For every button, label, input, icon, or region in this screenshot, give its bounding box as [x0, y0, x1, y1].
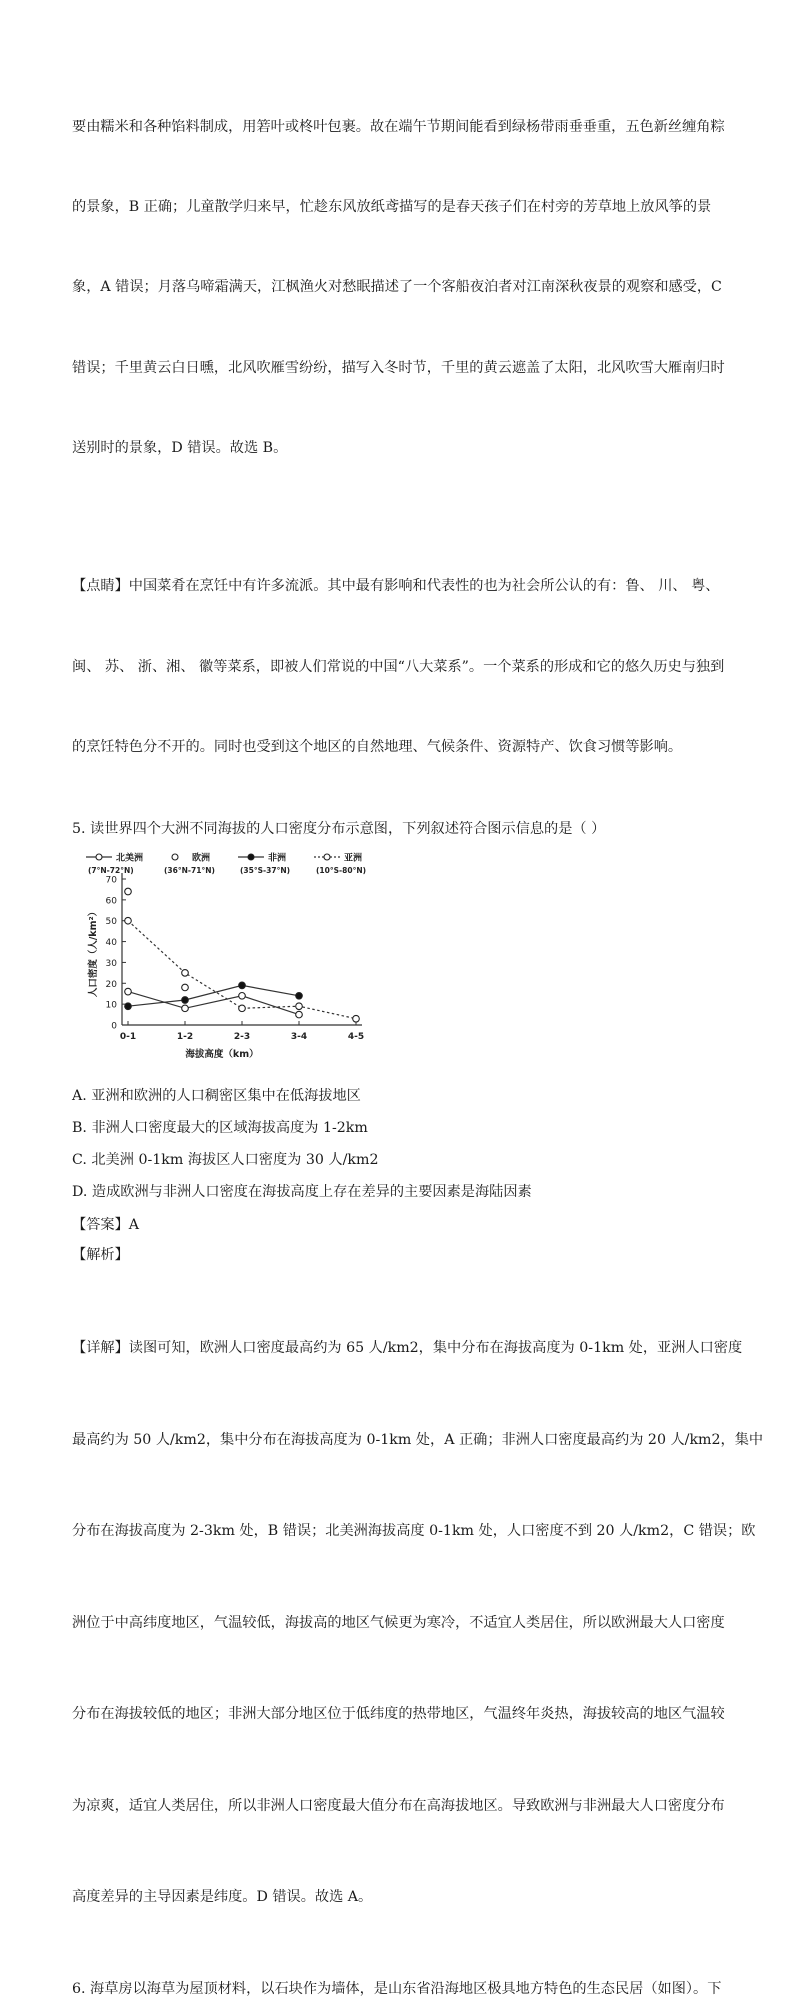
text-line: 的烹饪特色分不开的。同时也受到这个地区的自然地理、气候条件、资源特产、饮食习惯等影响。	[72, 738, 683, 755]
series-line-亚洲	[128, 921, 356, 1019]
q5-stem: 5. 读世界四个大洲不同海拔的人口密度分布示意图，下列叙述符合图示信息的是（ ）	[72, 821, 606, 838]
option-d: D. 造成欧洲与非洲人口密度在海拔高度上存在差异的主要因素是海陆因素	[72, 1184, 532, 1201]
y-tick-label: 50	[105, 917, 117, 928]
text-line: 要由糯米和各种馅料制成，用箬叶或柊叶包裹。故在端午节期间能看到绿杨带雨垂垂重，五色新丝缠角粽	[72, 118, 725, 135]
analysis-label: 【解析】	[72, 1247, 129, 1264]
legend-marker	[172, 854, 178, 860]
data-point-北美洲	[125, 988, 132, 995]
y-tick-label: 40	[105, 938, 117, 949]
data-point-非洲	[182, 997, 189, 1004]
text-line: 高度差异的主导因素是纬度。D 错误。故选 A。	[72, 1889, 373, 1906]
population-density-chart	[72, 847, 402, 1072]
legend-label: 非洲	[268, 853, 287, 864]
q4-tip	[72, 520, 725, 815]
q5-detail	[72, 1272, 764, 1974]
legend-marker	[96, 854, 102, 860]
q6-stem: 6. 海草房以海草为屋顶材料，以石块作为墙体，是山东省沿海地区极具地方特色的生态民居（如图）。下	[72, 1980, 722, 1997]
data-point-亚洲	[353, 1016, 360, 1023]
y-tick-label: 70	[105, 875, 117, 886]
data-point-非洲	[239, 982, 246, 989]
text-line: 【详解】读图可知，欧洲人口密度最高约为 65 人/km2，集中分布在海拔高度为 0-1km 处，亚洲人口密度	[72, 1340, 743, 1357]
option-b: B. 非洲人口密度最大的区域海拔高度为 1-2km	[72, 1120, 368, 1137]
series-line-非洲	[128, 986, 299, 1007]
legend-marker	[324, 854, 330, 860]
text-line: 最高约为 50 人/km2，集中分布在海拔高度为 0-1km 处，A 正确；非洲人口密度最高约为 20 人/km2，集中	[72, 1431, 764, 1448]
data-point-欧洲	[182, 984, 189, 991]
q5-detail-text	[72, 1272, 764, 1974]
y-tick-label: 0	[111, 1021, 117, 1032]
text-line: 分布在海拔高度为 2-3km 处，B 错误；北美洲海拔高度 0-1km 处，人口密度不到 20 人/km2，C 错误；欧	[72, 1523, 756, 1540]
legend-range: (35°S-37°N)	[240, 866, 291, 876]
y-tick-label: 10	[105, 1000, 117, 1011]
x-axis-label: 海拔高度（km）	[185, 1049, 259, 1061]
q5-options	[72, 1080, 722, 1208]
legend-label: 亚洲	[344, 853, 363, 864]
legend-label: 欧洲	[192, 853, 211, 864]
legend-range: (7°N-72°N)	[88, 866, 134, 876]
x-tick-label: 0-1	[119, 1032, 137, 1043]
data-point-北美洲	[239, 993, 246, 1000]
y-tick-label: 20	[105, 979, 117, 990]
y-axis-label: 人口密度（人/km²）	[88, 906, 99, 998]
data-point-亚洲	[296, 1003, 303, 1010]
q4-explanation	[72, 60, 725, 516]
q4-explanation-text	[72, 60, 725, 516]
y-tick-label: 30	[105, 959, 117, 970]
data-point-欧洲	[125, 888, 132, 895]
text-line: 为凉爽，适宜人类居住，所以非洲人口密度最大值分布在高海拔地区。导致欧洲与非洲最大人口密度分布	[72, 1797, 725, 1814]
option-c: C. 北美洲 0-1km 海拔区人口密度为 30 人/km2	[72, 1152, 379, 1169]
option-a: A. 亚洲和欧洲的人口稠密区集中在低海拔地区	[72, 1088, 361, 1105]
chart-svg	[72, 847, 402, 1072]
text-line: 送别时的景象，D 错误。故选 B。	[72, 440, 288, 457]
x-tick-label: 1-2	[176, 1032, 194, 1043]
legend-range: (10°S-80°N)	[316, 866, 367, 876]
x-tick-label: 2-3	[233, 1032, 251, 1043]
q4-tip-text	[72, 520, 725, 815]
legend-range: (36°N-71°N)	[164, 866, 215, 876]
text-line: 【点睛】中国菜肴在烹饪中有许多流派。其中最有影响和代表性的也为社会所公认的有：鲁、 川、 粤、	[72, 578, 720, 595]
data-point-非洲	[296, 993, 303, 1000]
text-line: 错误；千里黄云白日曛，北风吹雁雪纷纷，描写入冬时节，千里的黄云遮盖了太阳，北风吹雪大雁南归时	[72, 359, 725, 376]
answer-label: 【答案】A	[72, 1217, 139, 1234]
document-page	[72, 60, 764, 2002]
y-tick-label: 60	[105, 896, 117, 907]
data-point-北美洲	[296, 1011, 303, 1018]
text-line: 的景象，B 正确；儿童散学归来早，忙趁东风放纸鸢描写的是春天孩子们在村旁的芳草地上放风筝的景	[72, 198, 712, 215]
x-tick-label: 3-4	[290, 1032, 308, 1043]
data-point-亚洲	[182, 970, 189, 977]
data-point-非洲	[125, 1003, 132, 1010]
text-line: 洲位于中高纬度地区，气温较低，海拔高的地区气候更为寒冷，不适宜人类居住，所以欧洲最大人口密度	[72, 1614, 725, 1631]
data-point-亚洲	[125, 918, 132, 925]
text-line: 象，A 错误；月落乌啼霜满天，江枫渔火对愁眠描述了一个客船夜泊者对江南深秋夜景的观察和感受，C	[72, 279, 722, 296]
x-tick-label: 4-5	[347, 1032, 365, 1043]
data-point-北美洲	[182, 1005, 189, 1012]
text-line: 分布在海拔较低的地区；非洲大部分地区位于低纬度的热带地区，气温终年炎热，海拔较高的地区气温较	[72, 1706, 725, 1723]
legend-label: 北美洲	[116, 853, 144, 864]
data-point-亚洲	[239, 1005, 246, 1012]
text-line: 闽、 苏、 浙、湘、 徽等菜系，即被人们常说的中国“八大菜系”。一个菜系的形成和它的悠久历史与独到	[72, 658, 725, 675]
legend-marker	[248, 854, 254, 860]
